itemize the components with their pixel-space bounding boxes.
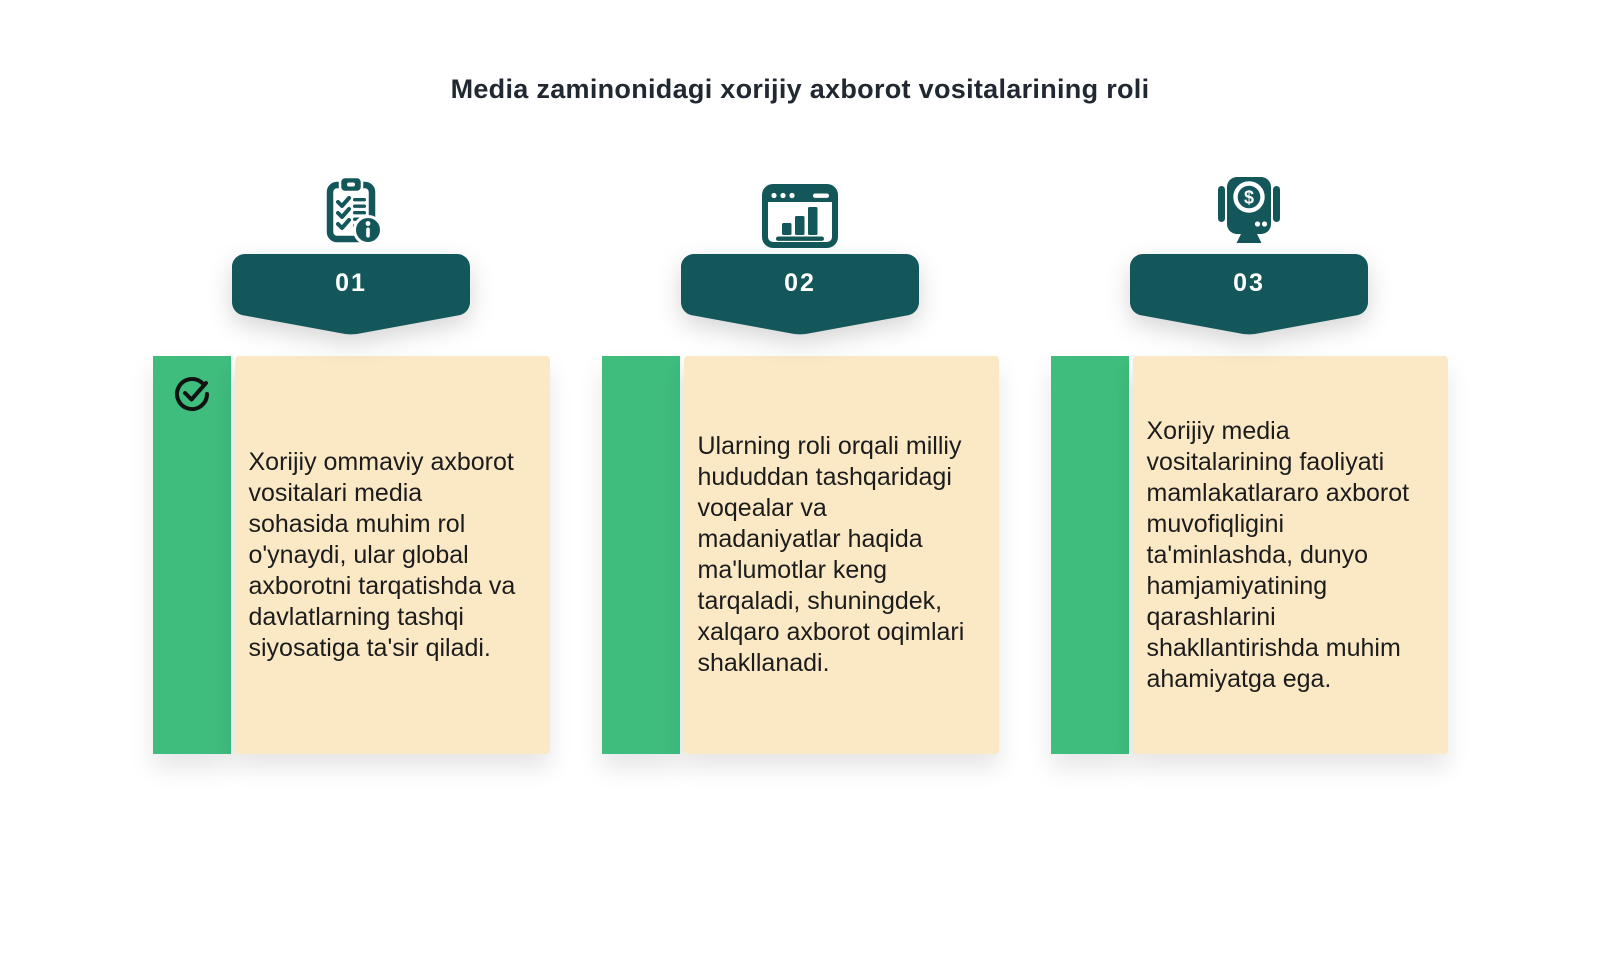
card-accent-stripe — [153, 356, 231, 754]
browser-bar-chart-icon — [761, 167, 839, 249]
svg-text:$: $ — [1243, 187, 1255, 208]
clipboard-checklist-info-icon — [313, 167, 389, 249]
step-number: 01 — [335, 268, 367, 297]
step-banner-1 — [231, 253, 471, 337]
card-text: Ularning roli orqali milliy hududdan tashqaridagi voqealar va madaniyatlar haqida ma'lumotlar keng tarqaladi, shuningdek, xalqaro axborot oqimlari shakllanadi. — [697, 432, 965, 677]
columns-row — [0, 167, 1600, 754]
step-banner-2 — [680, 253, 920, 337]
card-text-panel — [1133, 356, 1448, 754]
info-card-3 — [1051, 356, 1448, 754]
page-title: Media zaminonidagi xorijiy axborot vositalarining roli — [450, 74, 1150, 104]
card-text-panel — [684, 356, 999, 754]
card-text: Xorijiy media vositalarining faoliyati mamlakatlararo axborot muvofiqligini ta'minlashda, dunyo hamjamiyatining qarashlarini shakllantirishda muhim ahamiyatga ega. — [1146, 416, 1410, 693]
card-accent-stripe — [602, 356, 680, 754]
card-accent-stripe — [1051, 356, 1129, 754]
info-column-1 — [153, 167, 550, 754]
infographic-slide — [0, 74, 1600, 974]
check-circle-icon — [170, 370, 214, 419]
card-text-panel — [235, 356, 550, 754]
info-column-3 — [1051, 167, 1448, 754]
step-banner-3 — [1129, 253, 1369, 337]
info-card-2 — [602, 356, 999, 754]
step-number: 03 — [1233, 268, 1265, 297]
card-text: Xorijiy ommaviy axborot vositalari media sohasida muhim rol o'ynaydi, ular global axborotni tarqatishda va davlatlarning tashqi siyosatiga ta'sir qiladi. — [248, 447, 516, 662]
monitor-dollar-icon — [1212, 167, 1286, 249]
info-card-1 — [153, 356, 550, 754]
info-column-2 — [602, 167, 999, 754]
step-number: 02 — [784, 268, 816, 297]
